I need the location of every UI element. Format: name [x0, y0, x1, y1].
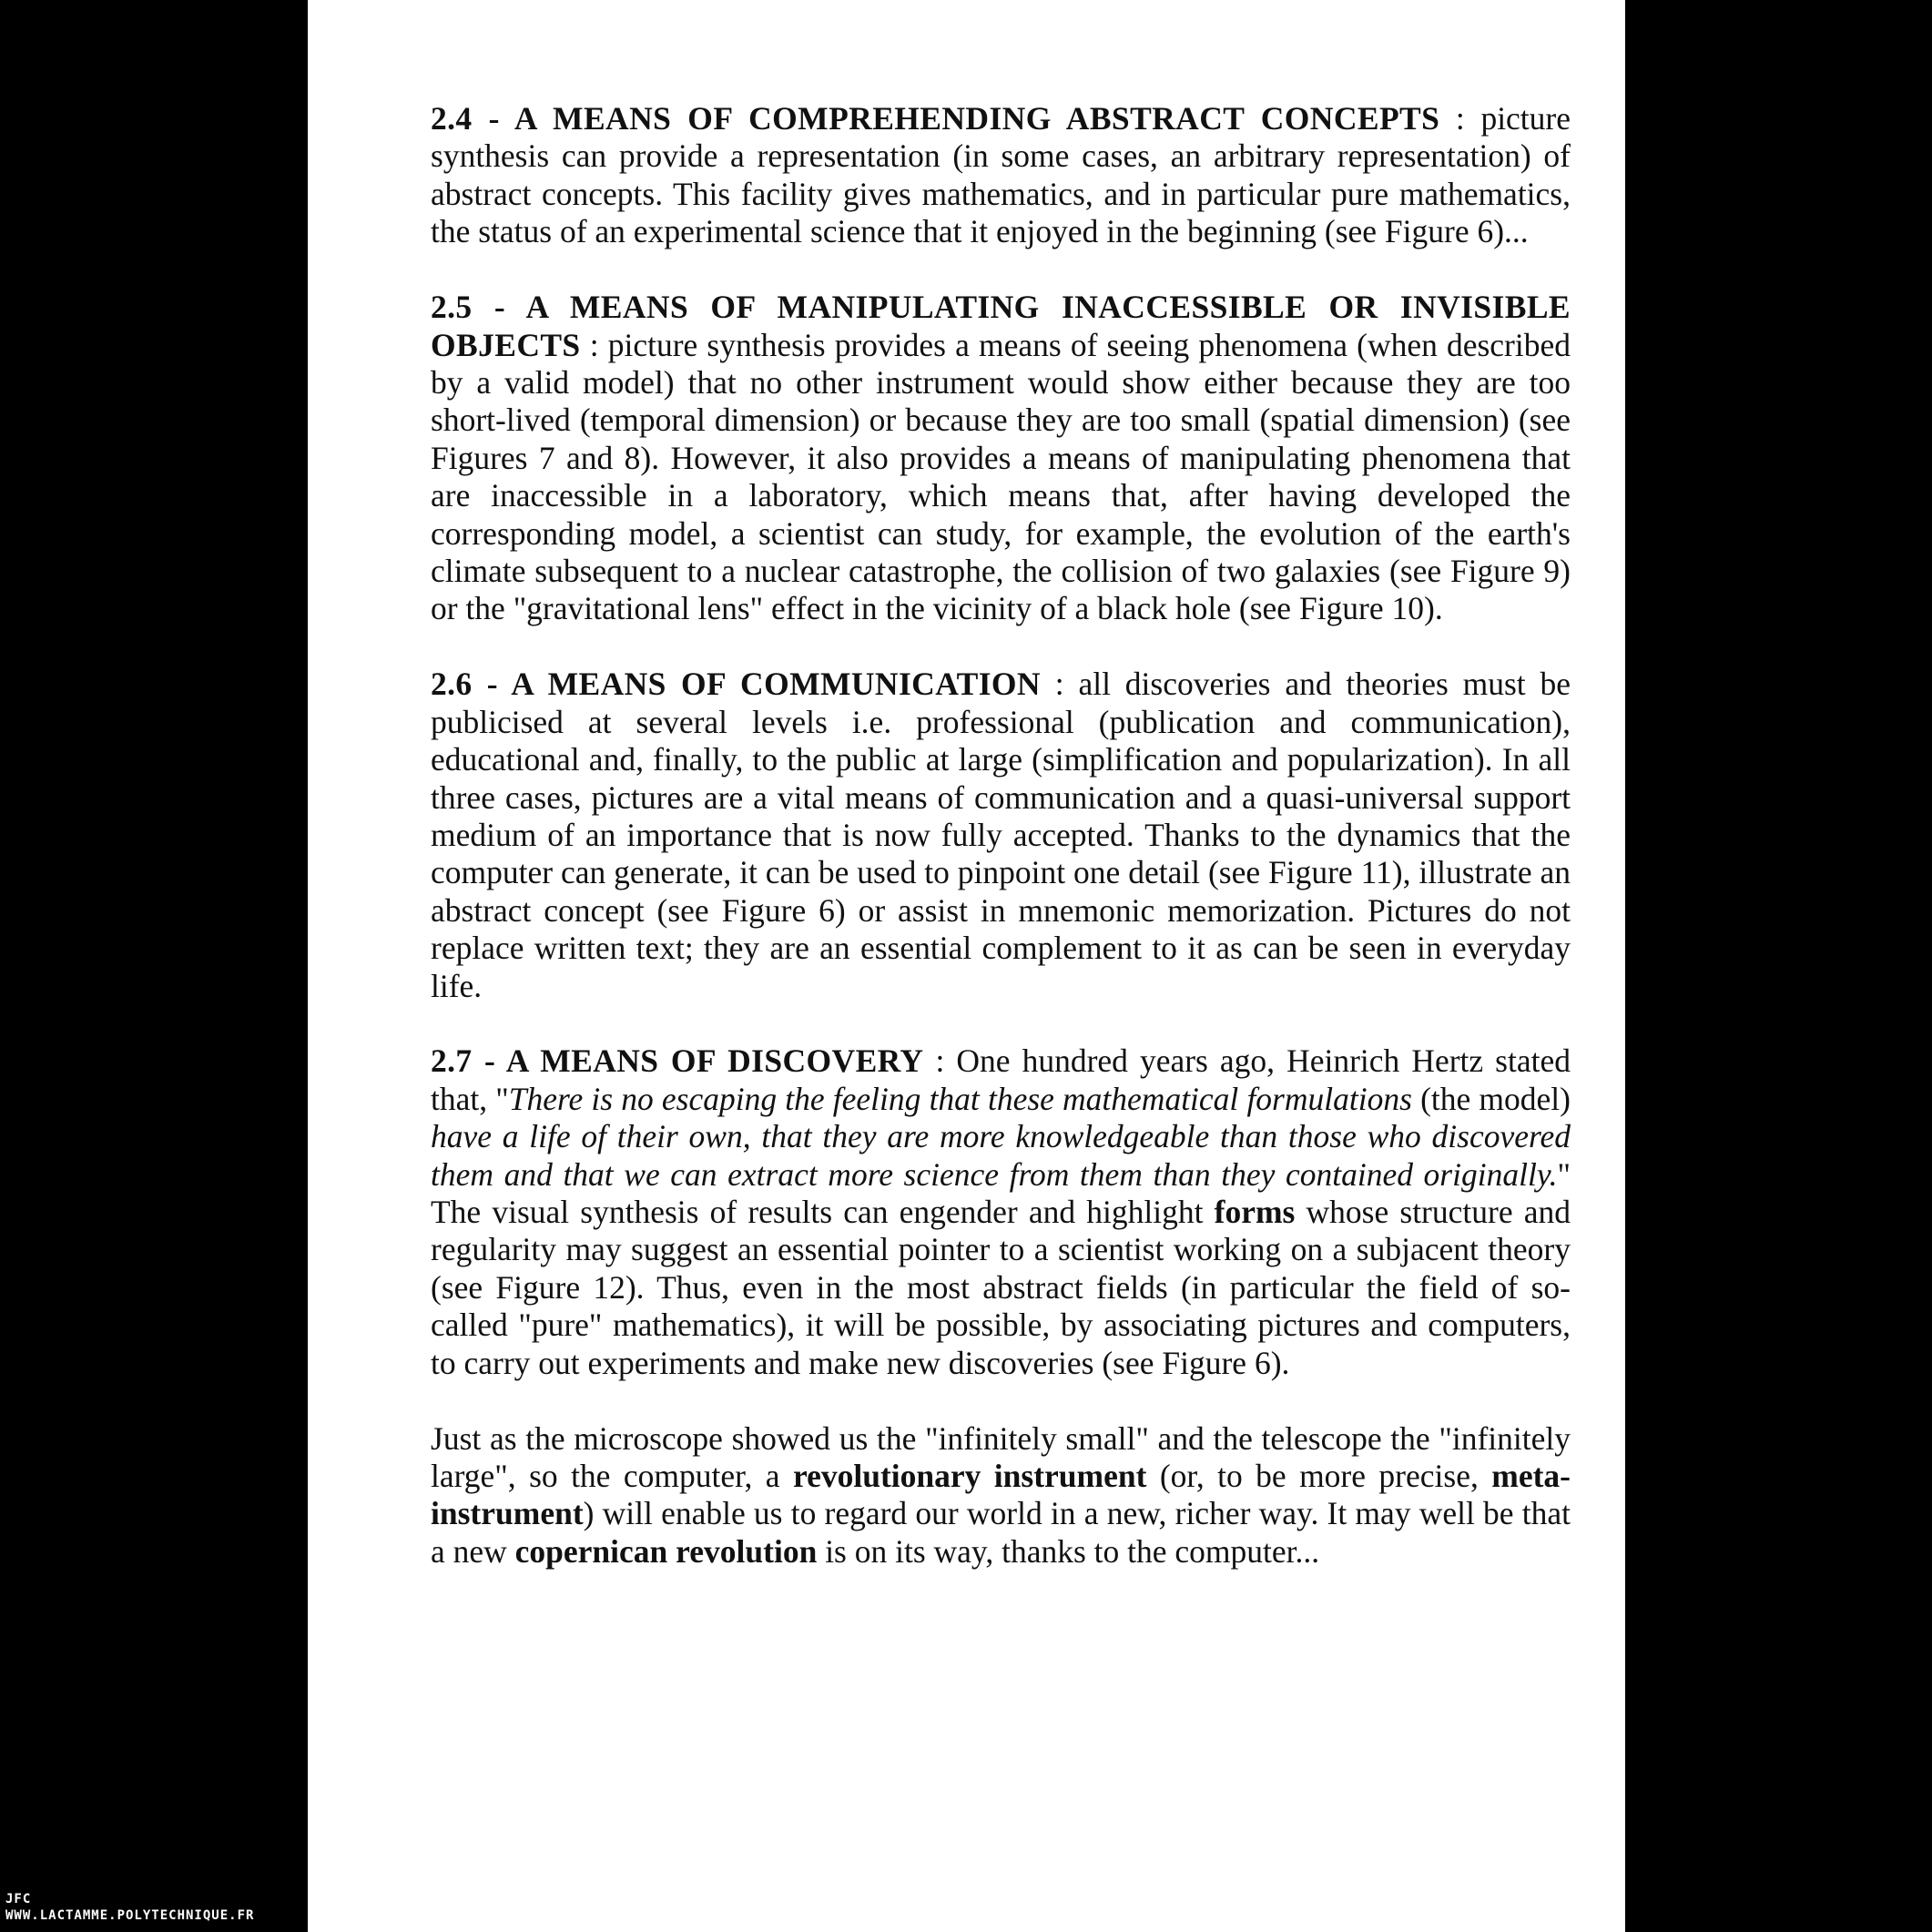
hertz-quote-part-2: have a life of their own, that they are more knowledgeable than those who discovered them and that we can extract more science from them than they contained originally.: [431, 1118, 1571, 1193]
conclusion-paragraph: [431, 1420, 1571, 1571]
section-text: picture synthesis can provide a representation (in some cases, an arbitrary representation) of abstract concepts. This facility gives mathematics, and in particular pure mathematics, the status of an experimental science that it enjoyed in the beginning (see Figure 6)...: [431, 100, 1571, 250]
watermark-url: WWW.LACTAMME.POLYTECHNIQUE.FR: [5, 1908, 255, 1923]
section-text: all discoveries and theories must be publicised at several levels i.e. professional (publication and communication), educational and, finally, to the public at large (simplification and popularization). In all three cases, pictures are a vital means of communication and a quasi-universal support medium of an importance that is now fully accepted. Thanks to the dynamics that the computer can generate, it can be used to pinpoint one detail (see Figure 11), illustrate an abstract concept (see Figure 6) or assist in mnemonic memorization. Pictures do not replace written text; they are an essential complement to it as can be seen in everyday life.: [431, 666, 1571, 1004]
conclusion-text: ) will enable us to regard our world in a new, richer way. It may well be that a new: [431, 1495, 1571, 1570]
section-heading: 2.5 - A MEANS OF MANIPULATING INACCESSIBLE OR INVISIBLE OBJECTS: [431, 289, 1571, 363]
conclusion-text: Just as the microscope showed us the "infinitely small" and the telescope the "infinitely large", so the computer, a: [431, 1419, 1571, 1494]
conclusion-text: is on its way, thanks to the computer...: [817, 1532, 1320, 1570]
section-2-6: [431, 666, 1571, 1005]
section-text: (the model): [1411, 1080, 1571, 1117]
section-text: picture synthesis provides a means of seeing phenomena (when described by a valid model) that no other instrument would show either because they are too short-lived (temporal dimension) or because they are too small (spatial dimension) (see Figures 7 and 8). However, it also provides a means of manipulating phenomena that are inaccessible in a laboratory, which means that, after having developed the corresponding model, a scientist can study, for example, the evolution of the earth's climate subsequent to a nuclear catastrophe, the collision of two galaxies (see Figure 9) or the "gravitational lens" effect in the vicinity of a black hole (see Figure 10).: [431, 326, 1571, 627]
emphasis-meta-instrument: meta-instrument: [431, 1458, 1571, 1532]
emphasis-revolutionary-instrument: revolutionary instrument: [792, 1458, 1147, 1494]
section-2-5: [431, 289, 1571, 628]
section-2-4: [431, 100, 1571, 251]
document-page: [308, 0, 1625, 1932]
section-heading: 2.6 - A MEANS OF COMMUNICATION: [431, 666, 1041, 703]
section-2-7: [431, 1042, 1571, 1382]
document-body: [431, 100, 1571, 1571]
conclusion-text: (or, to be more precise,: [1146, 1458, 1492, 1494]
hertz-quote-part-1: There is no escaping the feeling that these mathematical formulations: [508, 1080, 1412, 1117]
section-text: whose structure and regularity may suggest an essential pointer to a scientist working on a subjacent theory (see Figure 12). Thus, even in the most abstract fields (in particular the field of so-called "pure" mathematics), it will be possible, by associating pictures and computers, to carry out experiments and make new discoveries (see Figure 6).: [431, 1194, 1571, 1381]
emphasis-forms: forms: [1214, 1194, 1296, 1231]
section-heading: 2.7 - A MEANS OF DISCOVERY: [431, 1042, 924, 1080]
heading-separator: :: [580, 326, 608, 363]
watermark-initials: JFC: [5, 1892, 32, 1907]
heading-separator: :: [1439, 100, 1481, 137]
section-text: : One hundred years ago, Heinrich Hertz stated that, ": [431, 1042, 1571, 1117]
heading-separator: :: [1040, 666, 1079, 703]
section-heading: 2.4 - A MEANS OF COMPREHENDING ABSTRACT CONCEPTS: [431, 100, 1440, 137]
emphasis-copernican-revolution: copernican revolution: [514, 1532, 818, 1570]
section-text: " The visual synthesis of results can engender and highlight: [431, 1155, 1571, 1231]
